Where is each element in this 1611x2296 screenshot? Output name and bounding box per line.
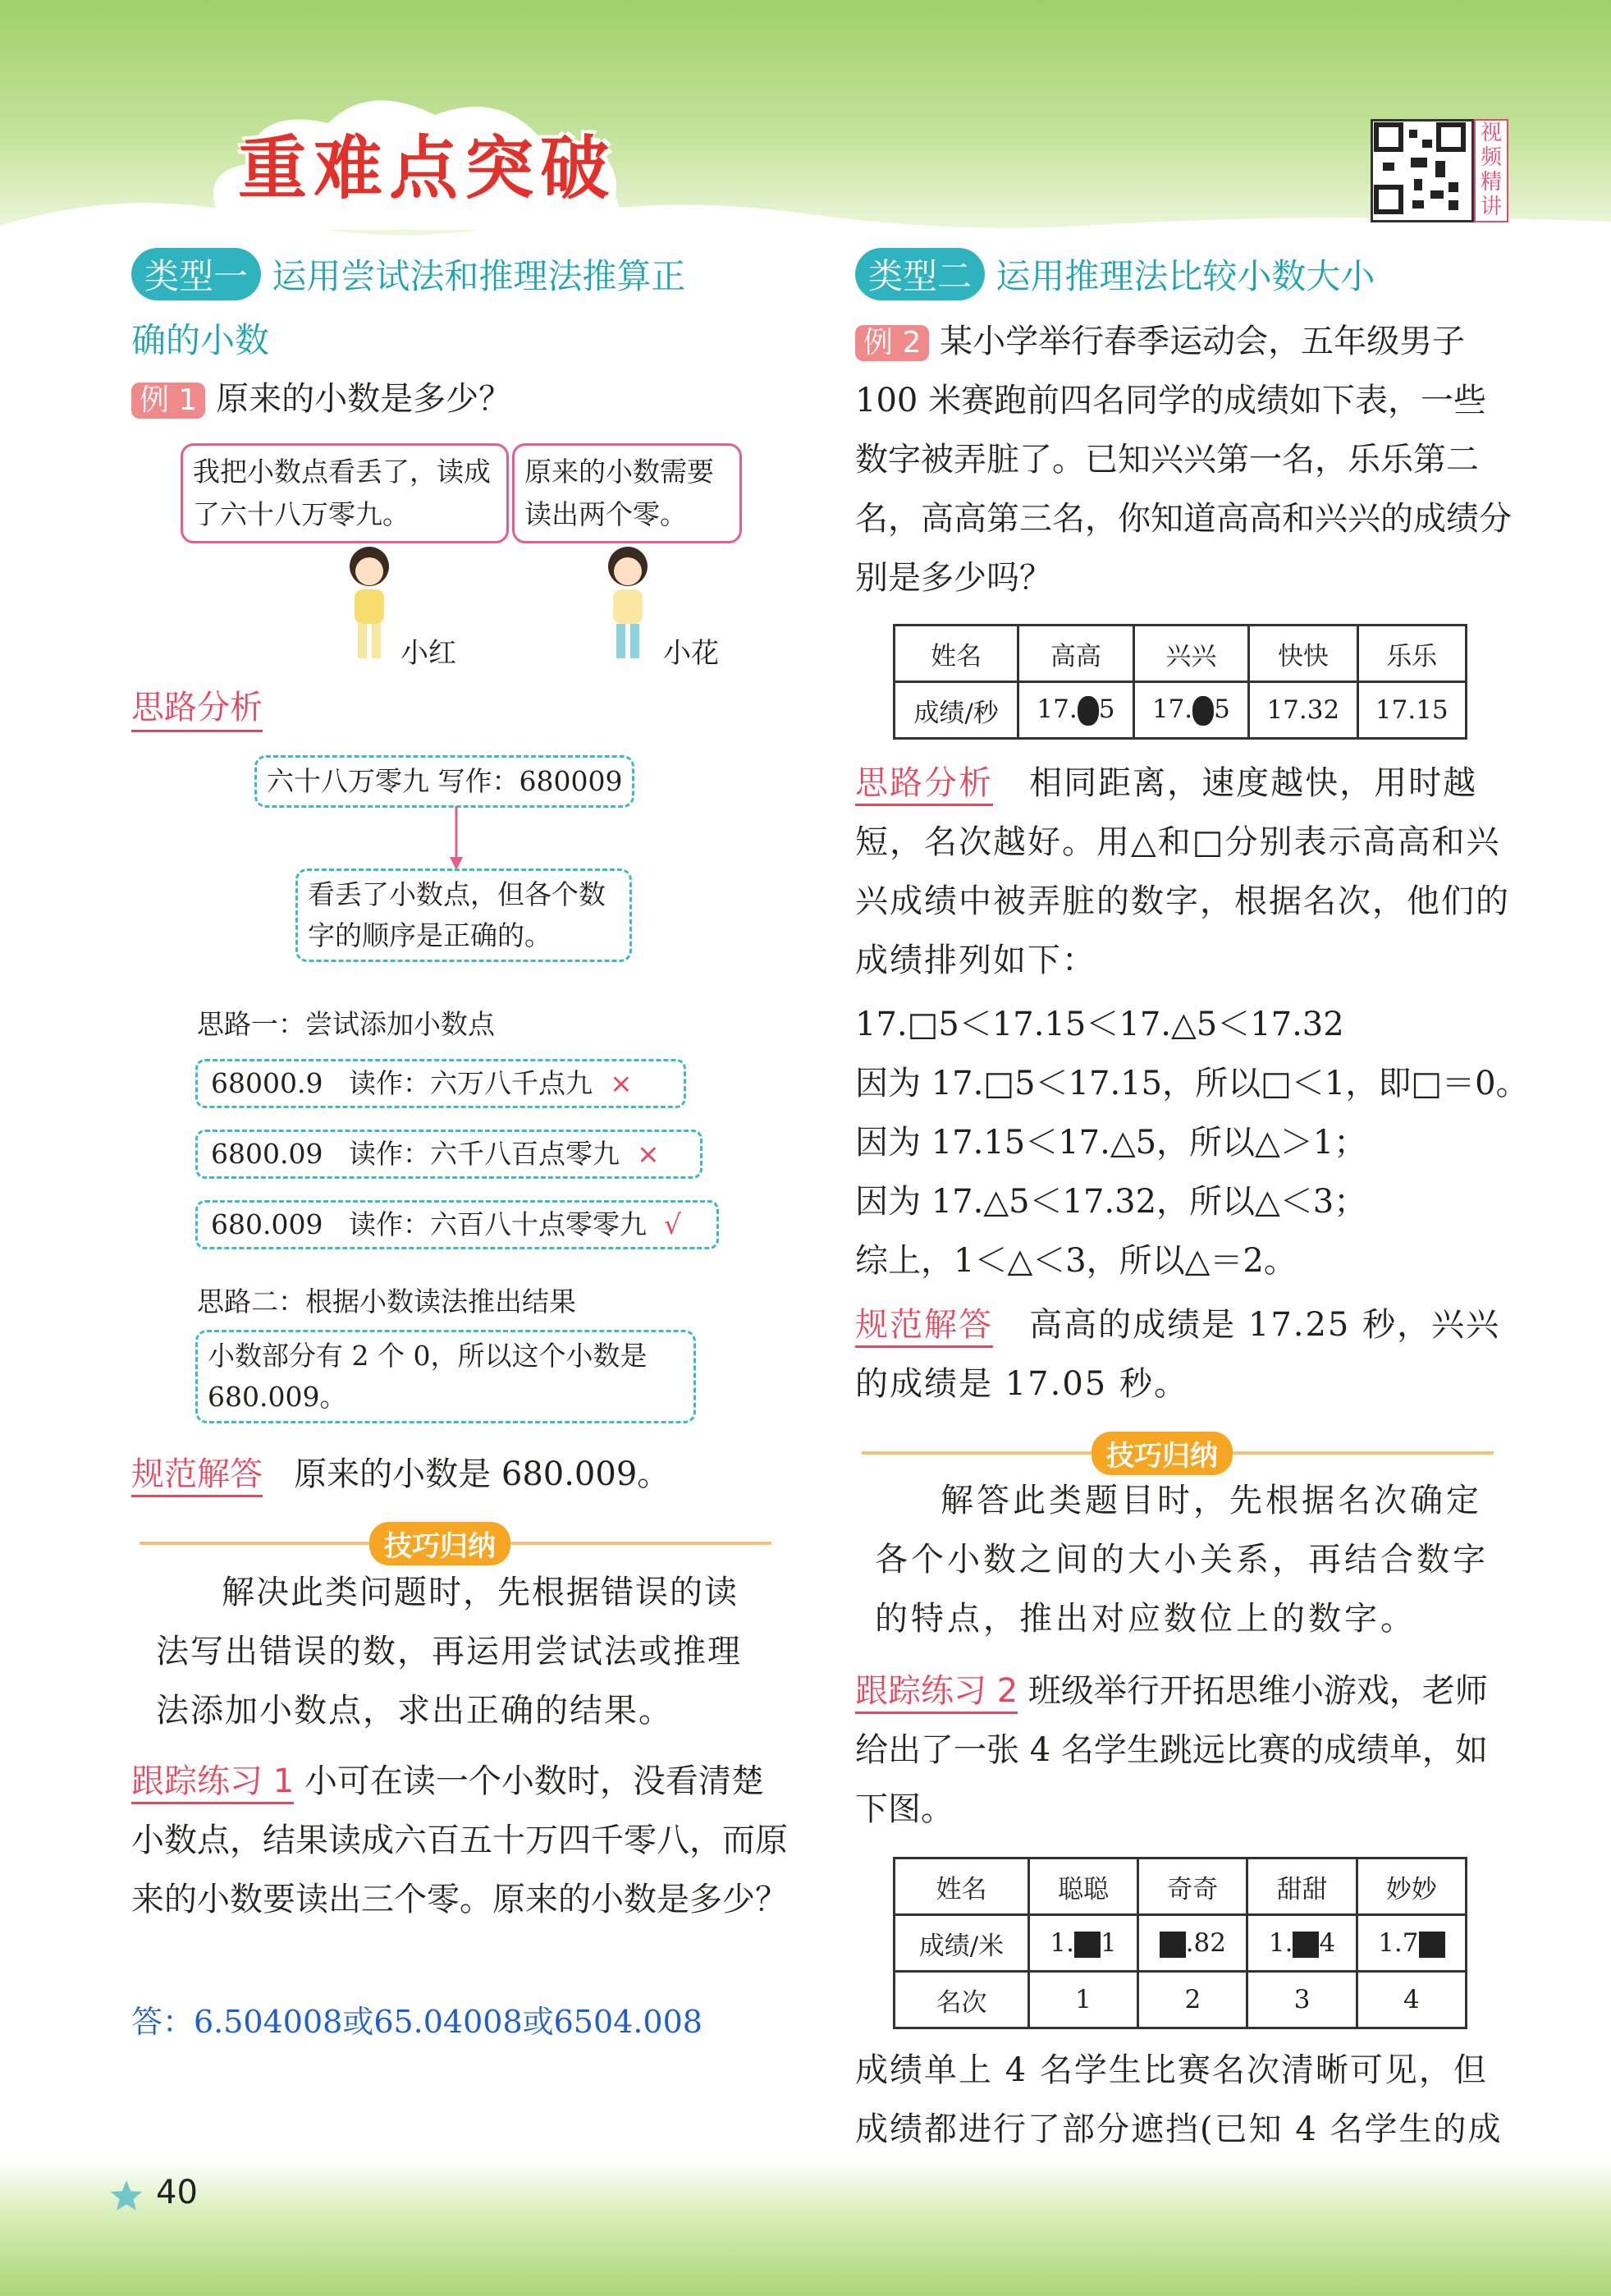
trial-2-num: 6800.09 — [211, 1138, 323, 1170]
cell-part: 1 — [1100, 1928, 1117, 1958]
type2-heading — [855, 248, 1375, 300]
cover-block-icon — [1074, 1932, 1101, 1958]
qr-code[interactable] — [1371, 119, 1474, 222]
table-cell: 1 — [1028, 1972, 1137, 2028]
cell-part: 4 — [1319, 1928, 1336, 1958]
qr-caption: 视频精讲 — [1474, 119, 1508, 222]
table-row-label: 成绩/米 — [895, 1915, 1029, 1972]
practice-1 — [131, 1752, 788, 1929]
cell-part: 1.7 — [1378, 1928, 1419, 1958]
table-header-cell: 姓名 — [895, 1858, 1029, 1915]
box-note: 看丢了小数点，但各个数字的顺序是正确的。 — [295, 868, 632, 962]
table-cell — [1247, 1915, 1357, 1972]
practice-label-2: 跟踪练习 2 — [855, 1672, 1018, 1714]
type1-title-line1: 运用尝试法和推理法推算正 — [272, 256, 686, 296]
table-row — [895, 626, 1467, 682]
cover-block-icon — [1419, 1932, 1445, 1958]
table-cell — [1018, 682, 1133, 739]
table-header-cell: 兴兴 — [1133, 626, 1248, 682]
table-header-cell: 乐乐 — [1357, 626, 1466, 682]
trial-1-num: 68000.9 — [211, 1067, 323, 1099]
girl-xiaohua-icon — [595, 542, 661, 665]
table-row — [895, 1972, 1467, 2028]
example1-row — [131, 369, 511, 428]
table-header-cell: 甜甜 — [1247, 1858, 1357, 1915]
table-header-cell: 高高 — [1018, 626, 1133, 682]
type2-tag: 类型二 — [855, 248, 985, 300]
speech-bubble-xiaohua: 原来的小数需要读出两个零。 — [512, 443, 742, 543]
table-header-cell: 快快 — [1249, 626, 1357, 682]
analysis-text-2: 相同距离，速度越快，用时越短，名次越好。用△和□分别表示高高和兴兴成绩中被弄脏的数字，根据名次，他们的成绩排列如下： — [855, 764, 1510, 979]
table-header-cell: 聪聪 — [1028, 1858, 1137, 1915]
type2-title: 运用推理法比较小数大小 — [995, 256, 1375, 296]
approach2: 思路二：根据小数读法推出结果 — [197, 1285, 576, 1318]
tips-text-2: 解答此类题目时，先根据名次确定各个小数之间的大小关系，再结合数字的特点，推出对应数位上的数字。 — [875, 1482, 1489, 1638]
girl-xiaohong-icon — [336, 542, 402, 665]
cell-part: .82 — [1185, 1928, 1226, 1958]
approach1: 思路一：尝试添加小数点 — [197, 1008, 495, 1040]
trial-1 — [195, 1059, 686, 1108]
std-answer-2: 高高的成绩是 17.25 秒，兴兴的成绩是 17.05 秒。 — [855, 1306, 1501, 1403]
table-header-cell: 妙妙 — [1357, 1858, 1466, 1915]
step-5: 综上，1＜△＜3，所以△＝2。 — [855, 1242, 1297, 1280]
table-header-cell: 姓名 — [895, 626, 1018, 682]
step-3: 因为 17.15＜17.△5，所以△＞1； — [855, 1124, 1367, 1162]
tips-text-1: 解决此类问题时，先根据错误的读法写出错误的数，再运用尝试法或推理法添加小数点，求出正确的结果。 — [156, 1574, 742, 1730]
example2-badge: 例 2 — [855, 325, 929, 361]
ink-blot-icon — [1192, 696, 1214, 726]
closing-text: 成绩单上 4 名学生比赛名次清晰可见，但成绩都进行了部分遮挡(已知 4 名学生的成 — [855, 2051, 1503, 2148]
std-label-2: 规范解答 — [855, 1306, 993, 1348]
practice-text-1: 小可在读一个小数时，没看清楚小数点，结果读成六百五十万四千零八，而原来的小数要读出三个零。原来的小数是多少？ — [131, 1762, 788, 1918]
table-row — [895, 1858, 1467, 1915]
analysis-label-2: 思路分析 — [855, 764, 993, 806]
practice-label-1: 跟踪练习 1 — [131, 1762, 294, 1804]
trial-2 — [195, 1130, 703, 1179]
cell-part: 1. — [1268, 1928, 1293, 1958]
trial-2-read: 读作：六千八百点零九 — [348, 1138, 620, 1170]
example1-badge: 例 1 — [131, 383, 205, 419]
speech-bubble-xiaohong: 我把小数点看丢了，读成了六十八万零九。 — [181, 443, 509, 543]
type1-tag: 类型一 — [131, 248, 261, 300]
cell-part: 5 — [1214, 694, 1230, 725]
std-label-1: 规范解答 — [131, 1455, 263, 1497]
cell-part: 1. — [1050, 1928, 1074, 1958]
table-cell — [1133, 682, 1248, 739]
trial-1-read: 读作：六万八千点九 — [348, 1067, 593, 1099]
example2-text: 某小学举行春季运动会，五年级男子 100 米赛跑前四名同学的成绩如下表，一些数字被弄脏了。已知兴兴第一名，乐乐第二名，高高第三名，你知道高高和兴兴的成绩分别是多少吗？ — [855, 323, 1512, 597]
tips-label-1: 技巧归纳 — [369, 1522, 510, 1565]
step-1: 17.□5＜17.15＜17.△5＜17.32 — [855, 1006, 1344, 1043]
score-table-1 — [893, 624, 1467, 740]
answer-1: 答：6.504008或65.04008或6504.008 — [131, 2004, 703, 2040]
page-title: 重难点突破 — [238, 128, 616, 209]
cover-block-icon — [1160, 1932, 1186, 1958]
table-cell — [1357, 1915, 1466, 1972]
table-row — [895, 682, 1467, 739]
page-number: 40 — [156, 2174, 198, 2211]
table-cell — [1138, 1915, 1247, 1972]
analysis-2 — [855, 754, 1512, 990]
name-xiaohua: 小花 — [663, 637, 719, 670]
table-cell: 17.15 — [1357, 682, 1466, 739]
wrong-mark-icon: × — [609, 1067, 633, 1099]
arrow-down-icon — [448, 806, 465, 872]
cover-block-icon — [1293, 1932, 1319, 1958]
table-cell: 4 — [1357, 1972, 1466, 2028]
table-cell: 17.32 — [1249, 682, 1357, 739]
cell-part: 5 — [1098, 694, 1115, 725]
example2 — [855, 312, 1512, 607]
trial-3-num: 680.009 — [211, 1208, 323, 1240]
step-4: 因为 17.△5＜17.32，所以△＜3； — [855, 1183, 1367, 1221]
box-write: 六十八万零九 写作：680009 — [254, 755, 634, 808]
table-cell: 2 — [1138, 1972, 1247, 2028]
std-answer-2-row — [855, 1295, 1512, 1414]
trial-3 — [195, 1200, 719, 1249]
score-table-2 — [893, 1857, 1467, 2029]
tips-label-2: 技巧归纳 — [1092, 1432, 1233, 1475]
wrong-mark-icon: × — [636, 1138, 660, 1170]
table-header-cell: 奇奇 — [1138, 1858, 1247, 1915]
star-icon — [107, 2177, 146, 2216]
table-cell — [1028, 1915, 1137, 1972]
practice-2 — [855, 1661, 1512, 1839]
step-2: 因为 17.□5＜17.15，所以□＜1，即□＝0。 — [855, 1065, 1529, 1102]
approach2-box: 小数部分有 2 个 0，所以这个小数是 680.009。 — [195, 1330, 696, 1423]
ink-blot-icon — [1078, 696, 1099, 726]
table-row-label: 成绩/秒 — [895, 682, 1018, 739]
std-answer-1-row — [131, 1445, 670, 1504]
footer-band — [0, 2159, 1611, 2296]
type1-title-line2: 确的小数 — [131, 320, 270, 360]
table-row-label: 名次 — [895, 1972, 1029, 2028]
analysis-label-1: 思路分析 — [131, 681, 263, 732]
cell-part: 17. — [1037, 694, 1078, 725]
type1-heading — [131, 248, 771, 300]
table-row — [895, 1915, 1467, 1972]
practice-text-2: 班级举行开拓思维小游戏，老师给出了一张 4 名学生跳远比赛的成绩单，如下图。 — [855, 1672, 1488, 1828]
name-xiaohong: 小红 — [400, 637, 456, 670]
table-cell: 3 — [1247, 1972, 1357, 2028]
cell-part: 17. — [1151, 694, 1193, 725]
example1-question: 原来的小数是多少？ — [216, 380, 512, 418]
check-mark-icon: √ — [663, 1208, 681, 1240]
trial-3-read: 读作：六百八十点零零九 — [348, 1208, 647, 1240]
std-answer-1: 原来的小数是 680.009。 — [294, 1455, 670, 1493]
qr-code-icon — [1373, 121, 1467, 215]
